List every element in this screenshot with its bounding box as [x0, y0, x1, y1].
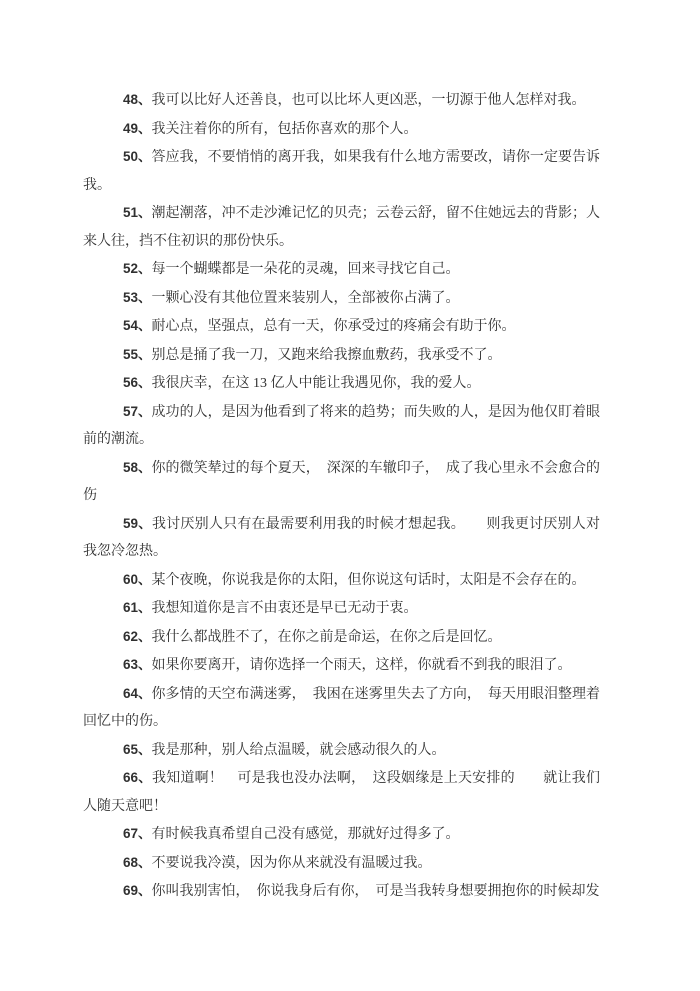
quote-item-69 [83, 877, 600, 906]
quote-item-60 [83, 566, 600, 595]
quote-item-66 [83, 764, 600, 820]
quote-number: 50、 [123, 149, 152, 164]
quote-item-61 [83, 594, 600, 623]
quote-item-54 [83, 312, 600, 341]
quote-item-51 [83, 199, 600, 255]
quote-number: 53、 [123, 289, 152, 305]
quote-item-50 [83, 143, 600, 199]
quote-number: 60、 [123, 571, 152, 587]
quote-item-52 [83, 255, 600, 284]
quote-number: 65、 [123, 741, 152, 757]
quote-number: 51、 [123, 205, 152, 220]
quote-number: 57、 [123, 403, 152, 419]
quote-text: 不要说我冷漠，因为你从来就没有温暖过我。 [151, 855, 432, 871]
quote-number: 67、 [123, 826, 152, 841]
quote-number: 54、 [123, 318, 152, 333]
quote-item-55 [83, 341, 600, 370]
quote-text: 我是那种，别人给点温暖，就会感动很久的人。 [151, 742, 446, 758]
quote-number: 48、 [123, 92, 152, 107]
quote-number: 49、 [123, 120, 152, 136]
quote-text: 你多情的天空布满迷雾， 我困在迷雾里失去了方向， 每天用眼泪整理着回忆中的伤。 [83, 686, 600, 729]
quote-number: 69、 [123, 883, 152, 898]
quote-number: 55、 [123, 346, 152, 362]
quote-item-67 [83, 820, 600, 849]
quote-number: 66、 [123, 770, 152, 785]
quote-text: 答应我，不要悄悄的离开我，如果我有什么地方需要改，请你一定要告诉我。 [83, 150, 600, 193]
quote-item-65 [83, 736, 600, 765]
quote-number: 52、 [123, 261, 152, 276]
quote-text: 某个夜晚，你说我是你的太阳，但你说这句话时，太阳是不会存在的。 [151, 572, 586, 588]
quote-item-58 [83, 454, 600, 510]
quote-item-64 [83, 680, 600, 736]
quote-text: 我可以比好人还善良，也可以比坏人更凶恶，一切源于他人怎样对我。 [151, 93, 586, 108]
quote-text: 我知道啊！ 可是我也没办法啊， 这段姻缘是上天安排的 就让我们人随天意吧！ [83, 771, 600, 814]
quote-number: 61、 [123, 600, 152, 615]
quote-number: 68、 [123, 854, 152, 870]
quote-text: 如果你要离开，请你选择一个雨天，这样，你就看不到我的眼泪了。 [151, 658, 572, 673]
quote-text: 你的微笑辇过的每个夏天， 深深的车辙印子， 成了我心里永不会愈合的伤 [83, 460, 600, 503]
quote-text: 你叫我别害怕， 你说我身后有你， 可是当我转身想要拥抱你的时候却发 [151, 884, 600, 899]
quote-item-62 [83, 623, 600, 652]
quote-item-63 [83, 651, 600, 680]
quote-item-57 [83, 398, 600, 454]
quote-text: 我很庆幸，在这 13 亿人中能让我遇见你，我的爱人。 [151, 376, 481, 391]
quote-text: 有时候我真希望自己没有感觉，那就好过得多了。 [151, 827, 460, 842]
quote-text: 我关注着你的所有，包括你喜欢的那个人。 [151, 121, 418, 137]
quote-item-53 [83, 284, 600, 313]
quote-text: 我什么都战胜不了，在你之前是命运，在你之后是回忆。 [151, 629, 502, 645]
quote-text: 成功的人，是因为他看到了将来的趋势；而失败的人，是因为他仅盯着眼前的潮流。 [83, 404, 600, 447]
quote-number: 63、 [123, 657, 152, 672]
quote-item-59 [83, 510, 600, 566]
quote-item-56 [83, 369, 600, 398]
quote-text: 我讨厌别人只有在最需要利用我的时候才想起我。 则我更讨厌别人对我忽冷忽热。 [83, 516, 600, 559]
quote-text: 潮起潮落，冲不走沙滩记忆的贝壳；云卷云舒，留不住她远去的背影；人来人往，挡不住初识的那份快乐。 [83, 206, 600, 249]
quote-text: 我想知道你是言不由衷还是早已无动于衷。 [151, 601, 418, 616]
quote-text: 一颗心没有其他位置来装别人，全部被你占满了。 [151, 290, 460, 306]
quote-number: 59、 [123, 515, 152, 531]
quote-item-48 [83, 86, 600, 115]
quote-number: 56、 [123, 375, 152, 390]
quote-text: 别总是捅了我一刀，又跑来给我擦血敷药，我承受不了。 [151, 347, 502, 363]
quote-item-68 [83, 849, 600, 878]
quote-text: 耐心点，坚强点，总有一天，你承受过的疼痛会有助于你。 [151, 319, 516, 334]
quote-number: 62、 [123, 628, 152, 644]
quote-number: 64、 [123, 685, 152, 701]
quote-number: 58、 [123, 459, 152, 475]
quote-text: 每一个蝴蝶都是一朵花的灵魂，回来寻找它自己。 [151, 262, 460, 277]
quote-item-49 [83, 115, 600, 144]
